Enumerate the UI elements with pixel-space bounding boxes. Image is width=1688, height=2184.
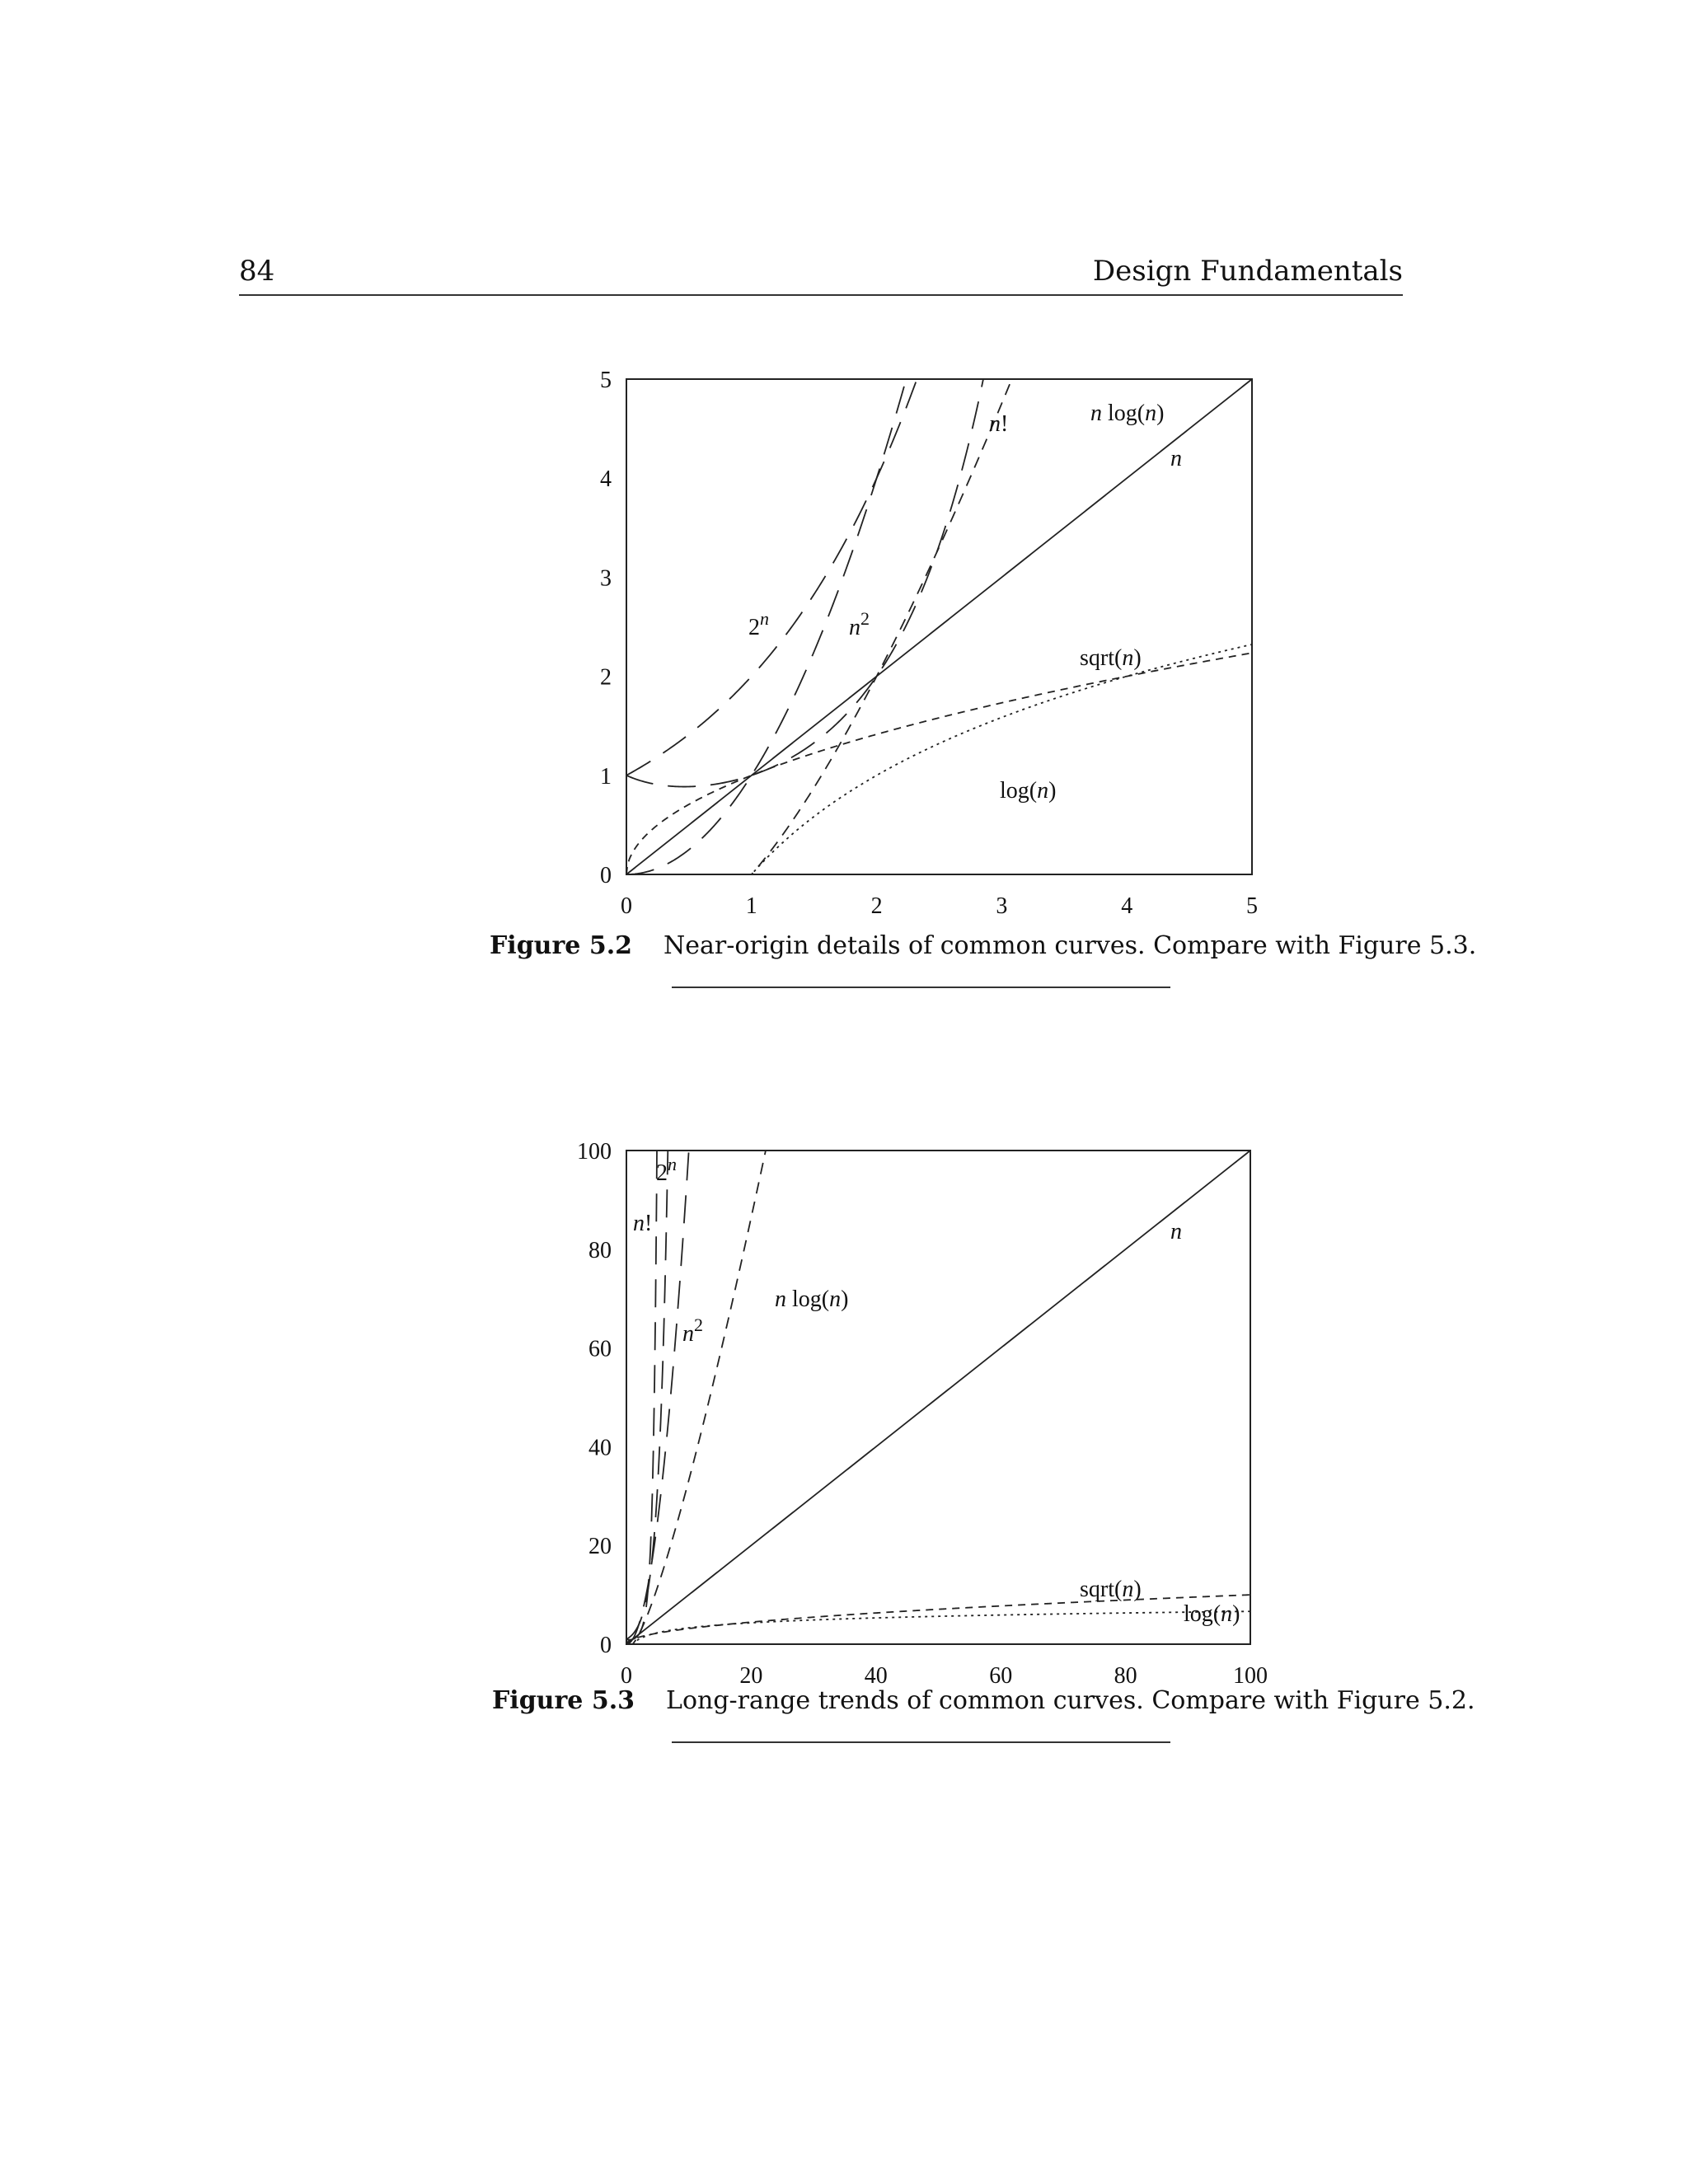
y-tick-label: 3 (600, 565, 612, 592)
x-tick-label: 5 (1246, 893, 1258, 919)
running-title: Design Fundamentals (1092, 255, 1403, 288)
series-label: sqrt(n) (1080, 1577, 1142, 1602)
x-tick-label: 20 (739, 1663, 763, 1689)
figure-caption (492, 1686, 1475, 1715)
caption-label: Figure 5.2 (490, 931, 633, 960)
series-n-2-line (626, 904, 703, 1645)
y-tick-label: 20 (588, 1534, 612, 1560)
series-2-n-line (626, 904, 673, 1640)
y-tick-label: 2 (600, 664, 612, 691)
x-tick-label: 80 (1114, 1663, 1137, 1689)
x-tick-label: 100 (1233, 1663, 1268, 1689)
series-log-n--line (627, 1611, 1250, 1657)
series-label: n (1170, 446, 1182, 471)
series-n-log-n--line (627, 904, 817, 1647)
y-tick-label: 40 (588, 1435, 612, 1461)
y-tick-label: 80 (588, 1237, 612, 1263)
series-label: 2$^n$ (656, 1154, 677, 1186)
x-tick-label: 40 (864, 1663, 888, 1689)
series-label: sqrt(n) (1080, 645, 1142, 671)
caption-label: Figure 5.3 (492, 1686, 635, 1715)
x-tick-label: 4 (1121, 893, 1133, 919)
series-label: $n^2$ (682, 1315, 703, 1347)
y-tick-label: 0 (600, 1633, 612, 1658)
x-tick-label: 3 (996, 893, 1008, 919)
series-label: log(n) (1184, 1601, 1240, 1627)
caption-text: Long-range trends of common curves. Compare with Figure 5.2. (666, 1686, 1475, 1715)
series-label: log(n) (1000, 778, 1057, 804)
series-label: 2$^n$ (748, 608, 769, 640)
caption-rule (672, 1741, 1170, 1743)
x-tick-label: 0 (621, 893, 632, 919)
x-tick-label: 0 (621, 1663, 632, 1689)
series-label: n! (989, 411, 1009, 437)
series-label: $n^2$ (849, 608, 870, 640)
x-tick-label: 1 (745, 893, 757, 919)
series-sqrt-n--line (626, 1595, 1250, 1644)
x-tick-label: 2 (870, 893, 883, 919)
series-label: n! (633, 1211, 653, 1236)
y-tick-label: 60 (588, 1336, 612, 1362)
page-number: 84 (239, 255, 275, 288)
y-tick-label: 0 (600, 863, 612, 888)
series-label: n log(n) (1090, 401, 1165, 426)
y-tick-label: 5 (600, 368, 612, 393)
y-tick-label: 4 (600, 466, 612, 493)
x-tick-label: 60 (989, 1663, 1013, 1689)
series-n-line (626, 1151, 1250, 1644)
caption-text: Near-origin details of common curves. Compare with Figure 5.3. (663, 931, 1477, 960)
y-tick-label: 1 (600, 763, 612, 790)
series-n--line (626, 904, 659, 1640)
series-label: n (1170, 1219, 1182, 1244)
y-tick-label: 100 (577, 1139, 612, 1165)
series-label: n log(n) (775, 1286, 849, 1312)
